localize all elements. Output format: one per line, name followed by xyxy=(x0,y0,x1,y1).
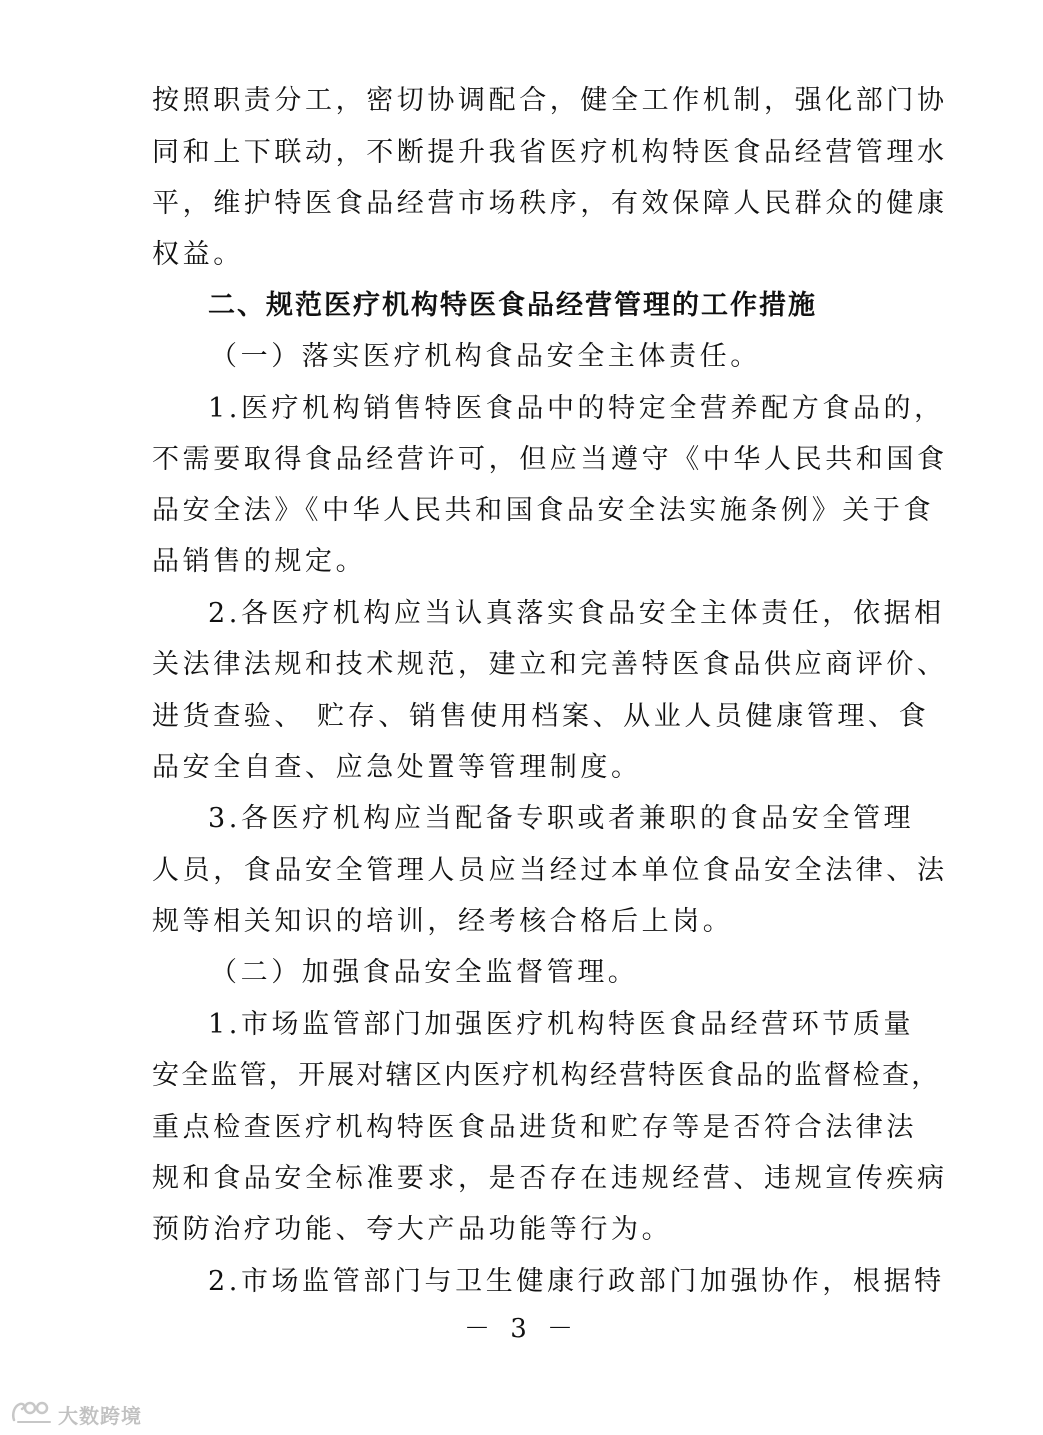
paragraph-line: 关法律法规和技术规范，建立和完善特医食品供应商评价、 xyxy=(152,649,948,680)
paragraph-line: 1.市场监管部门加强医疗机构特医食品经营环节质量 xyxy=(208,1009,915,1040)
paragraph-line: 安全监管，开展对辖区内医疗机构经营特医食品的监督检查， xyxy=(152,1060,941,1091)
watermark-text: 大数跨境 xyxy=(58,1403,142,1428)
paragraph-line: 2.各医疗机构应当认真落实食品安全主体责任，依据相 xyxy=(208,598,945,629)
paragraph-line: 品安全自查、应急处置等管理制度。 xyxy=(152,752,642,783)
paragraph-line: 平，维护特医食品经营市场秩序，有效保障人民群众的健康 xyxy=(152,188,948,219)
paragraph-line: 重点检查医疗机构特医食品进货和贮存等是否符合法律法 xyxy=(152,1112,917,1143)
paragraph-line: 人员，食品安全管理人员应当经过本单位食品安全法律、法 xyxy=(152,855,948,886)
logo-icon xyxy=(10,1398,54,1430)
paragraph-line: 同和上下联动，不断提升我省医疗机构特医食品经营管理水 xyxy=(152,137,948,168)
paragraph-line: 预防治疗功能、夸大产品功能等行为。 xyxy=(152,1214,673,1245)
paragraph-line: 规和食品安全标准要求，是否存在违规经营、违规宣传疾病 xyxy=(152,1163,948,1194)
paragraph-line: 2.市场监管部门与卫生健康行政部门加强协作，根据特 xyxy=(208,1266,945,1297)
subsection-heading: （一）落实医疗机构食品安全主体责任。 xyxy=(210,341,761,372)
paragraph-line: 3.各医疗机构应当配备专职或者兼职的食品安全管理 xyxy=(208,803,915,834)
subsection-heading: （二）加强食品安全监督管理。 xyxy=(210,957,639,988)
paragraph-line: 权益。 xyxy=(152,239,244,270)
paragraph-line: 不需要取得食品经营许可，但应当遵守《中华人民共和国食 xyxy=(152,444,948,475)
paragraph-line: 规等相关知识的培训，经考核合格后上岗。 xyxy=(152,906,734,937)
paragraph-line: 1.医疗机构销售特医食品中的特定全营养配方食品的， xyxy=(208,393,945,424)
paragraph-line: 品安全法》《中华人民共和国食品安全法实施条例》关于食 xyxy=(152,495,935,526)
paragraph-line: 进货查验、 贮存、销售使用档案、从业人员健康管理、食 xyxy=(152,701,930,732)
page-number: － 3 － xyxy=(463,1314,580,1344)
section-heading: 二、规范医疗机构特医食品经营管理的工作措施 xyxy=(208,290,817,321)
paragraph-line: 按照职责分工，密切协调配合，健全工作机制，强化部门协 xyxy=(152,85,948,116)
watermark xyxy=(10,1398,142,1430)
paragraph-line: 品销售的规定。 xyxy=(152,546,367,577)
